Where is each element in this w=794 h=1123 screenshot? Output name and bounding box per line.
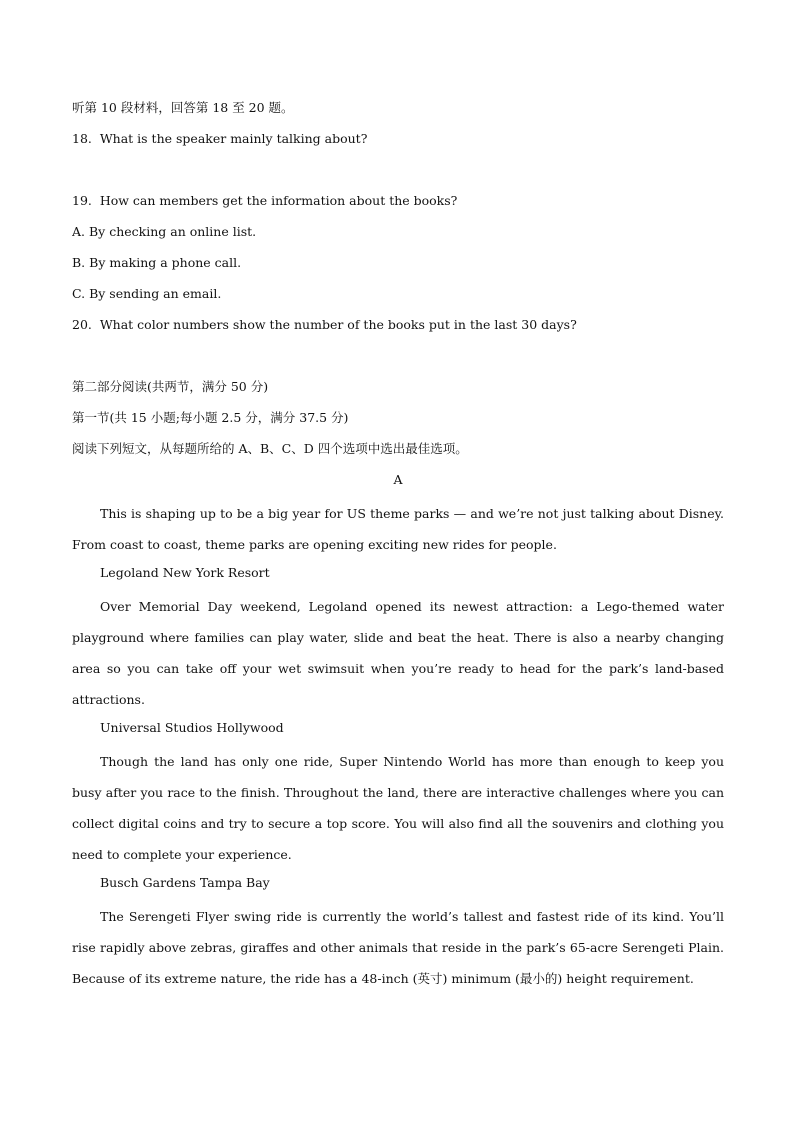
reading-instruction: 阅读下列短文，从每题所给的 A、B、C、D 四个选项中选出最佳选项。	[72, 441, 468, 456]
q20-options	[72, 343, 724, 374]
q18-options	[72, 157, 724, 188]
question-19: 19. How can members get the information about the books?	[72, 193, 458, 208]
park-heading-universal: Universal Studios Hollywood	[100, 720, 284, 735]
q19-option-c: C. By sending an email.	[72, 286, 222, 301]
passage-intro: This is shaping up to be a big year for US theme parks — and we’re not just talking about Disney. From coast to coast, theme parks are opening exciting new rides for people.	[72, 506, 724, 552]
passage-label: A	[393, 472, 403, 487]
section1-title: 第一节(共 15 小题;每小题 2.5 分，满分 37.5 分)	[72, 410, 349, 425]
section10-instruction: 听第 10 段材料，回答第 18 至 20 题。	[72, 100, 294, 115]
q19-option-a: A. By checking an online list.	[72, 224, 257, 239]
q17-options	[72, 64, 724, 95]
question-18: 18. What is the speaker mainly talking about?	[72, 131, 368, 146]
document-page	[72, 64, 724, 994]
park-text-universal: Though the land has only one ride, Super Nintendo World has more than enough to keep you busy after you race to the finish. Throughout the land, there are interactive challenges where you can collect digital coins and try to secure a top score. You will also find all the souvenirs and clothing you need to complete your experience.	[72, 754, 724, 862]
park-heading-legoland: Legoland New York Resort	[100, 565, 270, 580]
park-heading-busch: Busch Gardens Tampa Bay	[100, 875, 270, 890]
question-20: 20. What color numbers show the number of the books put in the last 30 days?	[72, 317, 577, 332]
q19-option-b: B. By making a phone call.	[72, 255, 242, 270]
park-text-busch: The Serengeti Flyer swing ride is currently the world’s tallest and fastest ride of its kind. You’ll rise rapidly above zebras, giraffes and other animals that reside in the park’s 65-acre Serengeti Plain. Because of its extreme nature, the ride has a 48-inch (英寸) minimum (最小的) height requirement.	[72, 909, 724, 986]
part2-title: 第二部分阅读(共两节，满分 50 分)	[72, 379, 269, 394]
park-text-legoland: Over Memorial Day weekend, Legoland opened its newest attraction: a Lego-themed water playground where families can play water, slide and beat the heat. There is also a nearby changing area so you can take off your wet swimsuit when you’re ready to head for the park’s land-based attractions.	[72, 599, 724, 707]
